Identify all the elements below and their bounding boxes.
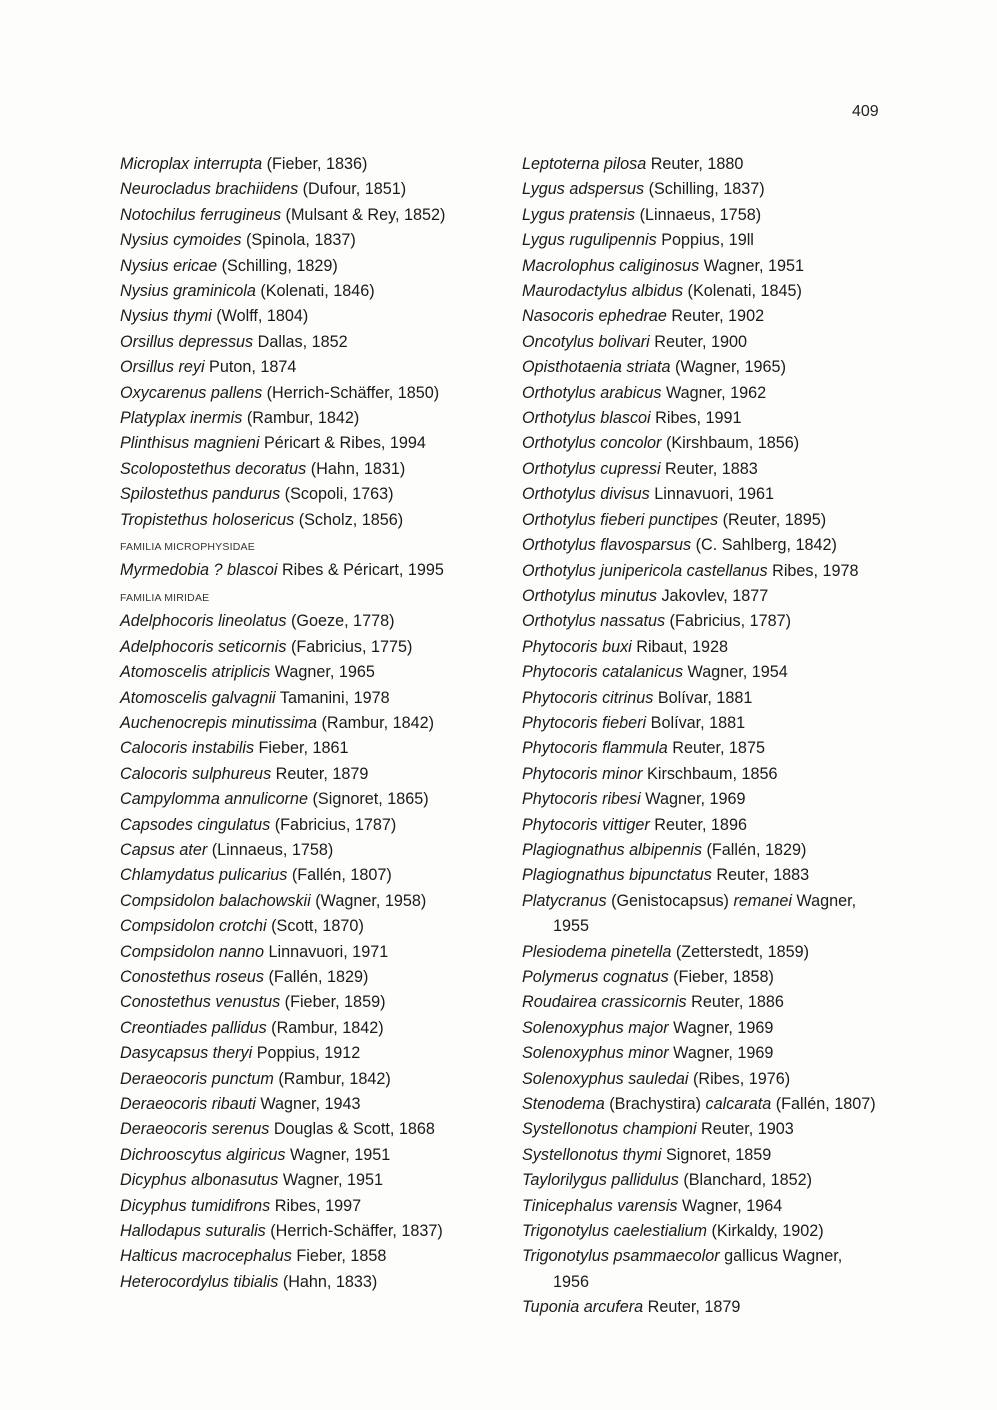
species-entry [522, 1117, 894, 1142]
species-author: Kirschbaum, 1856 [642, 764, 778, 783]
species-author: (Kolenati, 1845) [683, 282, 802, 301]
species-entry [120, 1041, 480, 1066]
species-name: Plesiodema pinetella [522, 942, 672, 961]
species-author: (Rambur, 1842) [242, 409, 360, 428]
species-name: Phytocoris minor [522, 764, 643, 783]
species-name: Atomoscelis atriplicis [120, 663, 271, 682]
species-name: Macrolophus caliginosus [522, 256, 700, 275]
species-author: Wagner, 1965 [270, 663, 375, 682]
species-entry [522, 1092, 894, 1117]
species-author: Reuter, 1883 [711, 866, 810, 885]
species-author: Reuter, 1886 [686, 993, 784, 1012]
species-name: Campylomma annulicorne [120, 790, 309, 809]
species-entry [522, 457, 894, 482]
species-name: Hallodapus suturalis [120, 1222, 266, 1241]
species-entry [120, 889, 480, 914]
species-author: Wagner, [791, 891, 857, 910]
species-name: Neurocladus brachiidens [120, 180, 299, 199]
species-entry [120, 1270, 480, 1295]
species-name: Lygus adspersus [522, 180, 645, 199]
species-name: Plinthisus magnieni [120, 434, 260, 453]
species-name: Orthotylus arabicus [522, 383, 662, 402]
species-name: Compsidolon balachowskii [120, 891, 311, 910]
species-entry [522, 508, 894, 533]
species-entry [120, 762, 480, 787]
species-name: Orthotylus cupressi [522, 459, 661, 478]
species-name: Solenoxyphus minor [522, 1044, 669, 1063]
species-author: Wagner, 1954 [683, 663, 788, 682]
species-author: (Rambur, 1842) [266, 1018, 384, 1037]
species-author: Reuter, 1879 [271, 764, 369, 783]
species-entry [120, 1194, 480, 1219]
species-author: (Ribes, 1976) [688, 1069, 791, 1088]
species-author: (Fallén, 1807) [771, 1095, 876, 1114]
species-author: (Reuter, 1895) [718, 510, 827, 529]
species-name: Stenodema [522, 1095, 605, 1114]
species-author: Poppius, 19ll [656, 231, 754, 250]
species-name: Opisthotaenia striata [522, 358, 671, 377]
species-name: Myrmedobia ? blascoi [120, 561, 278, 580]
species-name: Plagiognathus albipennis [522, 840, 702, 859]
family-heading: FAMILIA MIRIDAE [120, 591, 210, 604]
species-author: Wagner, 1951 [285, 1145, 391, 1164]
species-name: Solenoxyphus major [522, 1018, 669, 1037]
species-author: (Schilling, 1837) [644, 180, 765, 199]
species-entry [522, 787, 894, 812]
species-entry [120, 304, 480, 329]
species-entry [120, 813, 480, 838]
species-name: Compsidolon crotchi [120, 917, 267, 936]
species-entry [522, 813, 894, 838]
species-name: Adelphocoris seticornis [120, 637, 287, 656]
species-entry [120, 863, 480, 888]
species-author: Ribaut, 1928 [631, 637, 729, 656]
species-name: Orthotylus junipericola castellanus [522, 561, 768, 580]
species-author: (Fallén, 1829) [263, 967, 369, 986]
species-entry [120, 152, 480, 177]
species-author: (Dufour, 1851) [298, 180, 407, 199]
species-name: Nysius ericae [120, 256, 218, 275]
species-author: Poppius, 1912 [252, 1044, 361, 1063]
species-entry [120, 1244, 480, 1269]
species-name: Phytocoris catalanicus [522, 663, 684, 682]
species-name: Nasocoris ephedrae [522, 307, 667, 326]
species-name: Maurodactylus albidus [522, 282, 684, 301]
species-name: Platyplax inermis [120, 409, 243, 428]
species-epithet: remanei [733, 891, 792, 910]
species-entry [522, 838, 894, 863]
species-entry [120, 914, 480, 939]
species-name: Leptoterna pilosa [522, 155, 647, 173]
species-author: (Fieber, 1858) [668, 968, 774, 986]
species-entry [522, 304, 894, 329]
species-author: (Signoret, 1865) [308, 790, 429, 809]
species-name: Deraeocoris serenus [120, 1120, 270, 1139]
species-entry [522, 1168, 894, 1193]
right-column [522, 152, 894, 1321]
species-name: Nysius cymoides [120, 231, 242, 250]
subgenus: (Genistocapsus) [606, 891, 734, 910]
species-author: (Herrich-Schäffer, 1837) [265, 1222, 443, 1241]
species-author: (Herrich-Schäffer, 1850) [262, 383, 440, 402]
species-author: Reuter, 1903 [696, 1120, 794, 1139]
species-name: Orthotylus minutus [522, 586, 657, 605]
species-name: Atomoscelis galvagnii [120, 688, 276, 707]
species-name: Orthotylus flavosparsus [522, 536, 692, 555]
species-author: (Linnaeus, 1758) [207, 840, 334, 859]
species-name: Phytocoris vittiger [522, 815, 650, 834]
species-name: Auchenocrepis minutissima [120, 713, 318, 732]
species-author: Douglas & Scott, 1868 [269, 1120, 435, 1139]
species-name: Tropistethus holosericus [120, 510, 295, 529]
species-author: (Fabricius, 1787) [270, 815, 397, 834]
species-author: Wagner, 1962 [661, 383, 767, 402]
species-name: Nysius graminicola [120, 282, 256, 301]
species-author: (Wagner, 1958) [310, 891, 427, 910]
species-entry [120, 1168, 480, 1193]
species-entry [522, 1295, 894, 1320]
species-name: Oncotylus bolivari [522, 332, 650, 351]
species-entry [120, 1219, 480, 1244]
species-name: Dicyphus tumidifrons [120, 1196, 271, 1215]
species-name: Orthotylus blascoi [522, 409, 651, 428]
species-name: Adelphocoris lineolatus [120, 612, 287, 631]
species-author: Reuter, 1900 [649, 332, 747, 351]
species-author: Ribes, 1997 [270, 1196, 362, 1215]
species-name: Systellonotus thymi [522, 1145, 662, 1164]
species-entry [120, 660, 480, 685]
species-name: Microplax interrupta [120, 155, 263, 173]
species-name: Conostethus venustus [120, 993, 281, 1012]
species-name: Phytocoris flammula [522, 739, 668, 758]
species-entry [522, 406, 894, 431]
species-name: Plagiognathus bipunctatus [522, 866, 712, 885]
species-author: (Hahn, 1833) [278, 1272, 378, 1291]
species-author: Reuter, 1879 [643, 1298, 741, 1317]
species-name: Trigonotylus psammaecolor [522, 1247, 720, 1266]
species-author: Fieber, 1861 [254, 739, 349, 758]
species-name: Heterocordylus tibialis [120, 1272, 279, 1291]
species-name: Orthotylus fieberi punctipes [522, 510, 719, 529]
species-name: Tinicephalus varensis [522, 1196, 678, 1215]
species-entry [120, 1067, 480, 1092]
species-entry [120, 254, 480, 279]
species-name: Capsus ater [120, 840, 208, 859]
species-author: (Fallén, 1807) [287, 866, 392, 885]
species-entry [522, 965, 894, 990]
species-name: Chlamydatus pulicarius [120, 866, 288, 885]
species-author: (Hahn, 1831) [306, 459, 406, 478]
species-entry [120, 940, 480, 965]
subgenus: (Brachystira) [604, 1095, 706, 1114]
species-entry [120, 686, 480, 711]
species-name: Phytocoris citrinus [522, 688, 654, 707]
species-entry [120, 1016, 480, 1041]
species-author: (Scott, 1870) [266, 917, 364, 936]
species-entry [120, 558, 480, 583]
species-author: Ribes, 1978 [767, 561, 859, 580]
species-author: Reuter, 1880 [646, 155, 744, 173]
species-author: (Spinola, 1837) [241, 231, 356, 250]
species-author: (Rambur, 1842) [317, 713, 435, 732]
species-name: Halticus macrocephalus [120, 1247, 292, 1266]
species-entry [522, 1244, 894, 1295]
species-author: (Linnaeus, 1758) [635, 205, 762, 224]
species-entry [522, 1143, 894, 1168]
species-entry [120, 1092, 480, 1117]
species-name: Polymerus cognatus [522, 968, 669, 986]
species-name: Systellonotus championi [522, 1120, 697, 1139]
species-author: Wagner, 1943 [255, 1095, 361, 1113]
species-name: Deraeocoris ribauti [120, 1095, 256, 1113]
species-author: (Wagner, 1965) [670, 358, 786, 377]
species-author: Wagner, 1969 [640, 790, 746, 809]
species-name: Dichrooscytus algiricus [120, 1145, 286, 1164]
species-entry [120, 990, 480, 1015]
species-name: Lygus rugulipennis [522, 231, 657, 250]
species-name: Lygus pratensis [522, 205, 636, 224]
species-author: (Scopoli, 1763) [280, 485, 394, 504]
species-author: (Blanchard, 1852) [678, 1171, 813, 1190]
species-entry [522, 762, 894, 787]
species-entry [522, 152, 894, 177]
species-author: (Fallén, 1829) [702, 840, 807, 859]
species-name: Tuponia arcufera [522, 1298, 644, 1317]
species-name: Roudairea crassicornis [522, 993, 687, 1012]
species-author: Dallas, 1852 [253, 332, 348, 351]
species-author: Bolívar, 1881 [646, 713, 746, 732]
species-author: (Fabricius, 1787) [665, 612, 792, 631]
species-name: Compsidolon nanno [120, 942, 264, 961]
species-author: (Goeze, 1778) [286, 612, 395, 631]
species-entry [522, 1194, 894, 1219]
species-entry [120, 508, 480, 533]
species-name: Solenoxyphus sauledai [522, 1069, 689, 1088]
species-name: Dasycapsus theryi [120, 1044, 253, 1063]
species-entry [120, 330, 480, 355]
species-entry [522, 990, 894, 1015]
species-author: Bolívar, 1881 [653, 688, 753, 707]
species-entry [522, 940, 894, 965]
species-author: Wagner, 1969 [668, 1044, 774, 1063]
species-author: (Fieber, 1836) [262, 155, 368, 173]
species-name: Notochilus ferrugineus [120, 205, 282, 224]
species-name: Dicyphus albonasutus [120, 1171, 279, 1190]
species-entry [522, 736, 894, 761]
species-name: Orthotylus concolor [522, 434, 662, 453]
species-entry [522, 1067, 894, 1092]
species-author: Fieber, 1858 [291, 1247, 387, 1266]
species-name: Phytocoris fieberi [522, 713, 647, 732]
species-entry [120, 1143, 480, 1168]
species-entry [522, 1041, 894, 1066]
species-entry [522, 1016, 894, 1041]
species-author: Signoret, 1859 [661, 1145, 772, 1164]
species-author: (Kolenati, 1846) [255, 282, 375, 301]
species-name: Calocoris instabilis [120, 739, 255, 758]
species-entry [522, 533, 894, 558]
species-name: Conostethus roseus [120, 967, 264, 986]
species-author: Tamanini, 1978 [275, 688, 390, 707]
species-author: Puton, 1874 [204, 358, 297, 377]
species-entry [522, 686, 894, 711]
species-author: (Zetterstedt, 1859) [671, 942, 810, 961]
species-entry [120, 177, 480, 202]
species-entry [120, 203, 480, 228]
species-entry [522, 609, 894, 634]
species-name: Phytocoris ribesi [522, 790, 641, 809]
species-author: (Rambur, 1842) [273, 1069, 391, 1088]
species-entry [120, 431, 480, 456]
species-name: Platycranus [522, 891, 607, 910]
species-name: Orsillus depressus [120, 332, 254, 351]
species-author: Péricart & Ribes, 1994 [259, 434, 426, 453]
species-entry [120, 381, 480, 406]
species-entry [522, 228, 894, 253]
species-epithet: calcarata [705, 1095, 772, 1114]
species-name: Capsodes cingulatus [120, 815, 271, 834]
species-author: Wagner, 1964 [677, 1196, 783, 1215]
species-entry [120, 457, 480, 482]
species-author: (Schilling, 1829) [217, 256, 338, 275]
species-entry [120, 609, 480, 634]
species-author: (C. Sahlberg, 1842) [691, 536, 837, 555]
species-entry [522, 635, 894, 660]
species-entry [522, 381, 894, 406]
species-name: Spilostethus pandurus [120, 485, 281, 504]
species-entry [522, 559, 894, 584]
species-author: (Fabricius, 1775) [286, 637, 413, 656]
species-author: (Scholz, 1856) [294, 510, 404, 529]
species-author: Linnavuori, 1971 [264, 942, 389, 961]
species-entry [522, 660, 894, 685]
species-author: Ribes, 1991 [650, 409, 742, 428]
species-name: Phytocoris buxi [522, 637, 632, 656]
species-entry [120, 838, 480, 863]
species-entry [522, 889, 894, 940]
species-entry [522, 279, 894, 304]
species-author: Wagner, 1969 [668, 1018, 774, 1037]
species-name: Trigonotylus caelestialium [522, 1222, 708, 1241]
species-author: Reuter, 1902 [666, 307, 765, 326]
species-name: Orsillus reyi [120, 358, 205, 377]
species-entry [120, 787, 480, 812]
species-author: (Mulsant & Rey, 1852) [281, 205, 446, 224]
species-name: Deraeocoris punctum [120, 1069, 274, 1088]
species-entry [120, 279, 480, 304]
species-name: Oxycarenus pallens [120, 383, 263, 402]
species-name: Creontiades pallidus [120, 1018, 267, 1037]
species-entry [522, 482, 894, 507]
species-author: Wagner, 1951 [278, 1171, 384, 1190]
species-entry [522, 863, 894, 888]
species-entry [120, 406, 480, 431]
species-entry [522, 1219, 894, 1244]
species-name: Orthotylus divisus [522, 485, 650, 504]
species-entry [522, 431, 894, 456]
species-author: Jakovlev, 1877 [656, 586, 769, 605]
species-entry [120, 965, 480, 990]
species-author: Reuter, 1875 [667, 739, 765, 758]
species-author: (Kirshbaum, 1856) [661, 434, 800, 453]
species-name: Nysius thymi [120, 307, 212, 326]
species-entry [522, 330, 894, 355]
species-entry [120, 635, 480, 660]
species-name: Taylorilygus pallidulus [522, 1171, 679, 1190]
species-entry [522, 711, 894, 736]
species-entry [120, 482, 480, 507]
species-year-continuation: 1956 [553, 1272, 590, 1291]
species-entry [120, 355, 480, 380]
species-author: Wagner, 1951 [699, 256, 804, 275]
species-entry [522, 584, 894, 609]
species-author: Linnavuori, 1961 [649, 485, 774, 504]
page-number: 409 [852, 103, 879, 120]
species-name: Orthotylus nassatus [522, 612, 666, 631]
species-name: Calocoris sulphureus [120, 764, 272, 783]
species-entry [120, 736, 480, 761]
species-entry [522, 177, 894, 202]
species-entry [522, 254, 894, 279]
species-entry [120, 1117, 480, 1142]
species-author: (Kirkaldy, 1902) [707, 1222, 824, 1241]
family-heading: FAMILIA MICROPHYSIDAE [120, 541, 255, 554]
species-author: (Fieber, 1859) [280, 993, 386, 1012]
species-entry [120, 228, 480, 253]
species-entry [120, 711, 480, 736]
species-year-continuation: 1955 [553, 917, 590, 936]
species-name: Scolopostethus decoratus [120, 459, 307, 478]
species-author: Ribes & Péricart, 1995 [277, 561, 444, 580]
left-column [120, 152, 480, 1295]
species-author: Reuter, 1896 [649, 815, 747, 834]
species-author: Reuter, 1883 [660, 459, 758, 478]
species-entry [522, 203, 894, 228]
species-entry [522, 355, 894, 380]
species-author: gallicus Wagner, [719, 1247, 843, 1266]
species-author: (Wolff, 1804) [211, 307, 309, 326]
